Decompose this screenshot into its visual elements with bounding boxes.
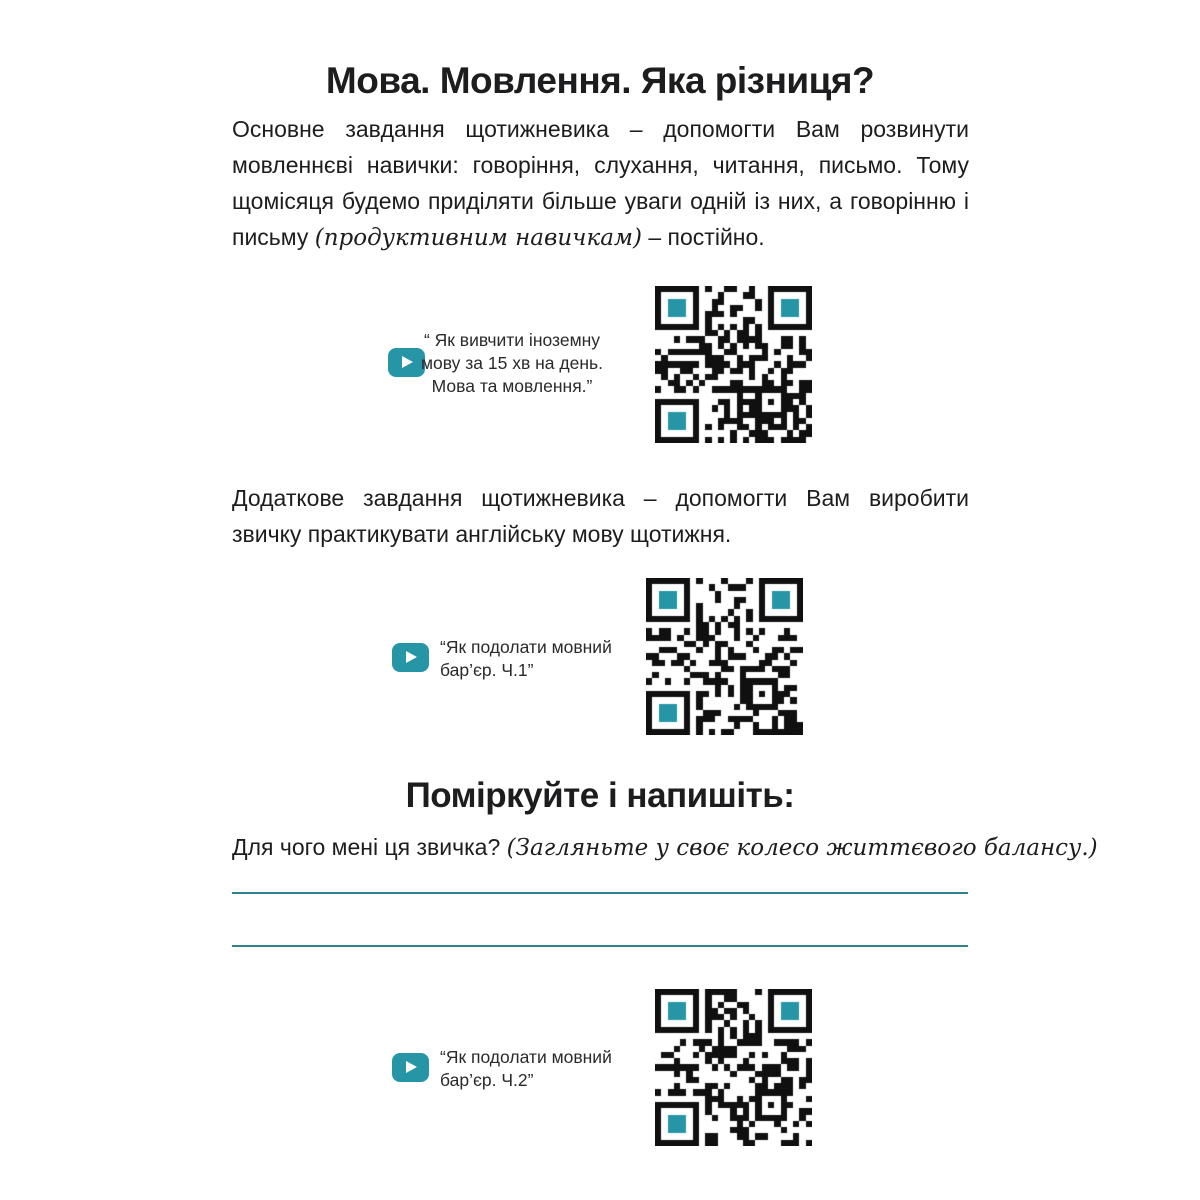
video-caption-line: мову за 15 хв на день.: [421, 353, 603, 373]
qr-code[interactable]: [655, 989, 812, 1146]
answer-line: [232, 945, 968, 947]
video-caption-line: бар’єр. Ч.2”: [440, 1070, 534, 1090]
intro-paragraph: [232, 111, 969, 256]
video-caption-line: “ Як вивчити іноземну: [423, 330, 601, 350]
video-caption: [412, 329, 612, 398]
video-caption-line: бар’єр. Ч.1”: [440, 660, 534, 680]
section-heading: Поміркуйте і напишіть:: [405, 776, 795, 815]
intro-paragraph-text: Основне завдання щотижневика – допомогти Вам розвинути мовленнєві навички: говоріння, слухання, читання, письмо. Тому щомісяця будемо приділяти більше уваги одній із них, а говорінню і письму: [232, 116, 969, 250]
writing-prompt-hint: (Загляньте у своє колесо життєвого балансу.): [506, 835, 1098, 861]
video-caption-line: Мова та мовлення.”: [431, 376, 593, 396]
qr-code[interactable]: [646, 578, 803, 735]
intro-paragraph-italic: (продуктивним навичкам): [314, 225, 642, 251]
youtube-play-icon[interactable]: [392, 643, 429, 672]
answer-line: [232, 892, 968, 894]
intro-paragraph-tail: – постійно.: [641, 224, 765, 250]
page-title: Мова. Мовлення. Яка різниця?: [325, 60, 875, 101]
writing-prompt-question: Для чого мені ця звичка?: [232, 834, 507, 860]
qr-code[interactable]: [655, 286, 812, 443]
video-caption-line: “Як подолати мовний: [440, 1047, 612, 1067]
youtube-play-icon[interactable]: [392, 1053, 429, 1082]
second-paragraph: Додаткове завдання щотижневика – допомогти Вам виробити звичку практикувати англійську мову щотижня.: [232, 485, 969, 547]
video-caption: [440, 636, 640, 682]
video-caption-line: “Як подолати мовний: [440, 637, 612, 657]
video-caption: [440, 1046, 640, 1092]
writing-prompt: [232, 832, 1098, 863]
